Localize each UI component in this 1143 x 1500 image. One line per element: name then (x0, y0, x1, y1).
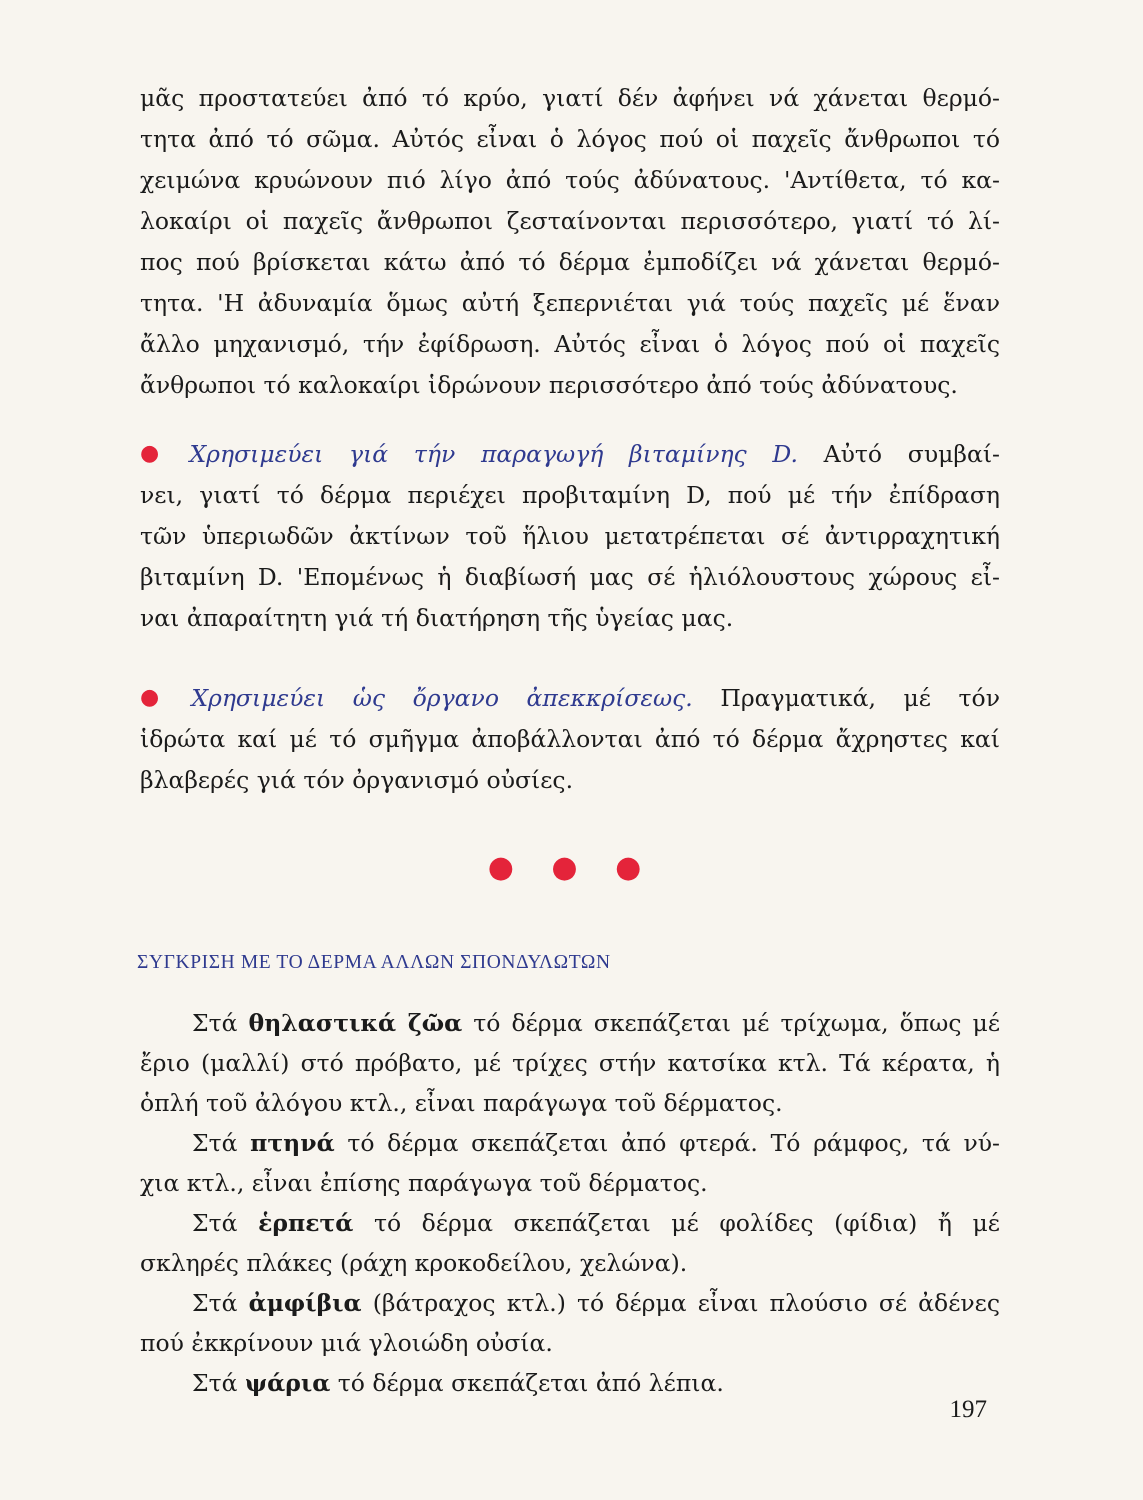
mammals-first-line (140, 1003, 1000, 1043)
term-mammals: θηλαστικά ζῶα (248, 1009, 463, 1037)
bullet-text: Αὐτό συμβαί- (823, 440, 1000, 468)
fish-line (140, 1363, 1000, 1403)
bullet-first-line (140, 677, 1000, 719)
text-line: σκληρές πλάκες (ράχη κροκοδείλου, χελώνα). (140, 1249, 688, 1277)
text-line: τητα. 'Η ἀδυναμία ὅμως αὐτή ξεπερνιέται γιά τούς παχεῖς μέ ἕναν (140, 289, 1000, 317)
text-line: πος πού βρίσκεται κάτω ἀπό τό δέρμα ἐμποδίζει νά χάνεται θερμό- (140, 248, 1000, 276)
comparison-section (140, 1003, 1000, 1403)
text-line: ἔριο (μαλλί) στό πρόβατο, μέ τρίχες στήν κατσίκα κτλ. Τά κέρατα, ἡ (140, 1049, 1000, 1077)
bullet-excretion (140, 677, 1000, 801)
page-number: 197 (949, 1396, 987, 1423)
section-heading: ΣΥΓΚΡΙΣΗ ΜΕ ΤΟ ΔΕΡΜΑ ΑΛΛΩΝ ΣΠΟΝΔΥΛΩΤΩΝ (137, 952, 611, 973)
term-birds: πτηνά (250, 1129, 335, 1157)
text-line: ὁπλή τοῦ ἀλόγου κτλ., εἶναι παράγωγα τοῦ δέρματος. (140, 1089, 783, 1117)
bullet-vitamin-d (140, 433, 1000, 639)
term-amphibians: ἀμφίβια (248, 1289, 362, 1317)
bullet-dot-icon: ● (140, 441, 178, 466)
bullet-heading: Χρησιμεύει γιά τήν παραγωγή βιταμίνης D. (189, 440, 798, 468)
text-span: Στά (192, 1009, 238, 1037)
text-line: ἄλλο μηχανισμό, τήν ἐφίδρωση. Αὐτός εἶναι ὁ λόγος πού οἱ παχεῖς (140, 330, 1000, 358)
text-line: ἱδρώτα καί μέ τό σμῆγμα ἀποβάλλονται ἀπό τό δέρμα ἄχρηστες καί (140, 725, 1000, 753)
text-span: (βάτραχος κτλ.) τό δέρμα εἶναι πλούσιο σέ ἀδένες (372, 1289, 1000, 1317)
text-line: χια κτλ., εἶναι ἐπίσης παράγωγα τοῦ δέρματος. (140, 1169, 708, 1197)
text-span: Στά (192, 1289, 238, 1317)
text-line: ναι ἀπαραίτητη γιά τή διατήρηση τῆς ὑγείας μας. (140, 604, 734, 632)
text-line: ἄνθρωποι τό καλοκαίρι ἱδρώνουν περισσότερο ἀπό τούς ἀδύνατους. (140, 371, 958, 399)
text-line: μᾶς προστατεύει ἀπό τό κρύο, γιατί δέν ἀφήνει νά χάνεται θερμό- (140, 84, 1000, 112)
text-line: νει, γιατί τό δέρμα περιέχει προβιταμίνη D, πού μέ τήν ἐπίδραση (140, 481, 1000, 509)
text-line: τῶν ὑπεριωδῶν ἀκτίνων τοῦ ἥλιου μετατρέπεται σέ ἀντιρραχητική (140, 522, 1000, 550)
text-line: πού ἐκκρίνουν μιά γλοιώδη οὐσία. (140, 1329, 553, 1357)
text-line: τητα ἀπό τό σῶμα. Αὐτός εἶναι ὁ λόγος πού οἱ παχεῖς ἄνθρωποι τό (140, 125, 1000, 153)
text-span: Στά (192, 1209, 238, 1237)
text-line: βλαβερές γιά τόν ὀργανισμό οὐσίες. (140, 766, 574, 794)
text-span: τό δέρμα σκεπάζεται μέ τρίχωμα, ὅπως μέ (473, 1009, 1000, 1037)
text-line: βιταμίνη D. 'Επομένως ἡ διαβίωσή μας σέ ἡλιόλουστους χώρους εἶ- (140, 563, 1000, 591)
term-fish: ψάρια (244, 1369, 331, 1397)
text-line: χειμώνα κρυώνουν πιό λίγο ἀπό τούς ἀδύνατους. 'Αντίθετα, τό κα- (140, 166, 1000, 194)
bullet-dot-icon: ● (140, 685, 180, 710)
term-reptiles: ἑρπετά (258, 1209, 354, 1237)
birds-first-line (140, 1123, 1000, 1163)
text-span: τό δέρμα σκεπάζεται ἀπό φτερά. Τό ράμφος, τά νύ- (347, 1129, 1000, 1157)
separator-dots-icon: ● ● ● (487, 850, 656, 885)
bullet-heading: Χρησιμεύει ὡς ὄργανο ἀπεκκρίσεως. (191, 684, 693, 712)
reptiles-first-line (140, 1203, 1000, 1243)
text-span: Στά (192, 1129, 238, 1157)
text-span: Στά (192, 1369, 238, 1397)
text-span: τό δέρμα σκεπάζεται ἀπό λέπια. (337, 1369, 724, 1397)
text-span: τό δέρμα σκεπάζεται μέ φολίδες (φίδια) ἤ μέ (373, 1209, 1000, 1237)
bullet-text: Πραγματικά, μέ τόν (720, 684, 1000, 712)
paragraph-insulation (140, 78, 1000, 406)
bullet-first-line (140, 433, 1000, 475)
amphibians-first-line (140, 1283, 1000, 1323)
text-line: λοκαίρι οἱ παχεῖς ἄνθρωποι ζεσταίνονται περισσότερο, γιατί τό λί- (140, 207, 1000, 235)
